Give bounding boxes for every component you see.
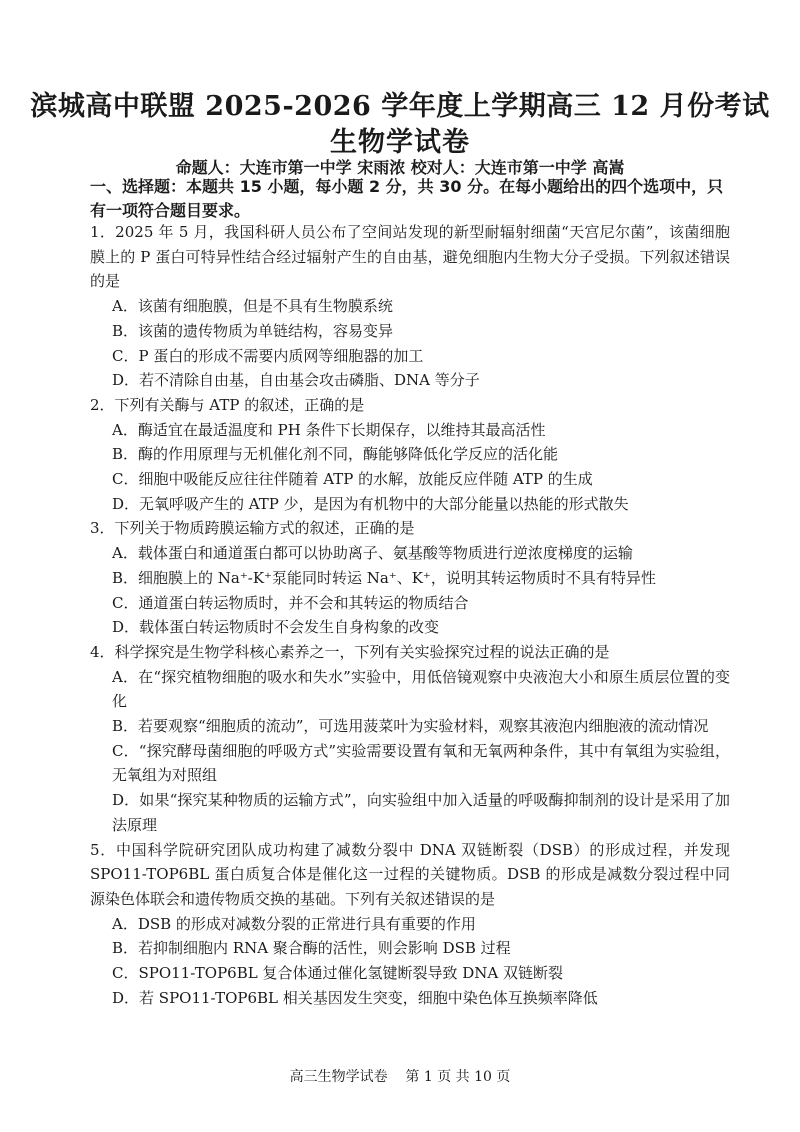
option-b: B．细胞膜上的 Na⁺-K⁺泵能同时转运 Na⁺、K⁺，说明其转运物质时不具有特异性 bbox=[112, 568, 656, 587]
authors-line: 命题人：大连市第一中学 宋雨浓 校对人：大连市第一中学 高嵩 bbox=[175, 158, 625, 177]
question-2 bbox=[90, 393, 730, 517]
option-a: A．载体蛋白和通道蛋白都可以协助离子、氨基酸等物质进行逆浓度梯度的运输 bbox=[112, 544, 633, 563]
option-a: A．该菌有细胞膜，但是不具有生物膜系统 bbox=[112, 297, 393, 316]
section-heading bbox=[90, 175, 730, 223]
question-stem: 5．中国科学院研究团队成功构建了减数分裂中 DNA 双链断裂（DSB）的形成过程，并发现 SPO11-TOP6BL 蛋白质复合体是催化这一过程的关键物质。DSB 的形成是减数分裂过程中同源染色体联会和遗传物质交换的基础。下列有关叙述错误的是 bbox=[90, 840, 730, 908]
option-a: A．DSB 的形成对减数分裂的正常进行具有重要的作用 bbox=[112, 914, 476, 933]
option-c: C．细胞中吸能反应往往伴随着 ATP 的水解，放能反应伴随 ATP 的生成 bbox=[112, 470, 593, 489]
page-footer: 高三生物学试卷 第 1 页 共 10 页 bbox=[289, 1069, 511, 1085]
option-d: D．无氧呼吸产生的 ATP 少，是因为有机物中的大部分能量以热能的形式散失 bbox=[112, 494, 629, 513]
option-b: B．该菌的遗传物质为单链结构，容易变异 bbox=[112, 321, 394, 340]
exam-subject-title: 生物学试卷 bbox=[330, 127, 470, 158]
option-c: C．“探究酵母菌细胞的呼吸方式”实验需要设置有氧和无氧两种条件，其中有氧组为实验组，无氧组为对照组 bbox=[112, 741, 730, 785]
option-c: C．通道蛋白转运物质时，并不会和其转运的物质结合 bbox=[112, 593, 469, 612]
question-stem: 4．科学探究是生物学科核心素养之一，下列有关实验探究过程的说法正确的是 bbox=[90, 642, 610, 661]
question-stem: 1．2025 年 5 月，我国科研人员公布了空间站发现的新型耐辐射细菌“天宫尼尔菌”，该菌细胞膜上的 P 蛋白可特异性结合经过辐射产生的自由基，避免细胞内生物大分子受损。下列叙述错误的是 bbox=[90, 223, 730, 291]
question-list bbox=[90, 220, 730, 1011]
option-d: D．如果“探究某种物质的运输方式”，向实验组中加入适量的呼吸酶抑制剂的设计是采用了加法原理 bbox=[112, 791, 730, 834]
option-a: A．酶适宜在最适温度和 PH 条件下长期保存，以维持其最高活性 bbox=[112, 420, 546, 439]
question-4 bbox=[90, 640, 730, 838]
question-stem: 3．下列关于物质跨膜运输方式的叙述，正确的是 bbox=[90, 519, 415, 538]
option-b: B．若抑制细胞内 RNA 聚合酶的活性，则会影响 DSB 过程 bbox=[112, 939, 511, 958]
question-1 bbox=[90, 220, 730, 393]
exam-title: 滨城高中联盟 2025-2026 学年度上学期高三 12 月份考试 bbox=[30, 91, 770, 122]
question-5 bbox=[90, 838, 730, 1011]
option-d: D．载体蛋白转运物质时不会发生自身构象的改变 bbox=[112, 618, 440, 637]
section-heading-line2: 有一项符合题目要求。 bbox=[90, 201, 251, 220]
option-c: C．SPO11-TOP6BL 复合体通过催化氢键断裂导致 DNA 双链断裂 bbox=[112, 964, 563, 983]
option-b: B．酶的作用原理与无机催化剂不同，酶能够降低化学反应的活化能 bbox=[112, 445, 559, 464]
option-d: D．若 SPO11-TOP6BL 相关基因发生突变，细胞中染色体互换频率降低 bbox=[112, 988, 598, 1007]
option-a: A．在“探究植物细胞的吸水和失水”实验中，用低倍镜观察中央液泡大小和原生质层位置的变化 bbox=[112, 667, 730, 711]
option-b: B．若要观察“细胞质的流动”，可选用菠菜叶为实验材料，观察其液泡内细胞液的流动情况 bbox=[112, 717, 709, 736]
section-heading-line1: 一、选择题：本题共 15 小题，每小题 2 分，共 30 分。在每小题给出的四个选项中，只 bbox=[90, 177, 724, 196]
option-d: D．若不清除自由基，自由基会攻击磷脂、DNA 等分子 bbox=[112, 371, 480, 390]
option-c: C．P 蛋白的形成不需要内质网等细胞器的加工 bbox=[112, 346, 424, 365]
question-3 bbox=[90, 516, 730, 640]
question-stem: 2．下列有关酶与 ATP 的叙述，正确的是 bbox=[90, 395, 365, 414]
